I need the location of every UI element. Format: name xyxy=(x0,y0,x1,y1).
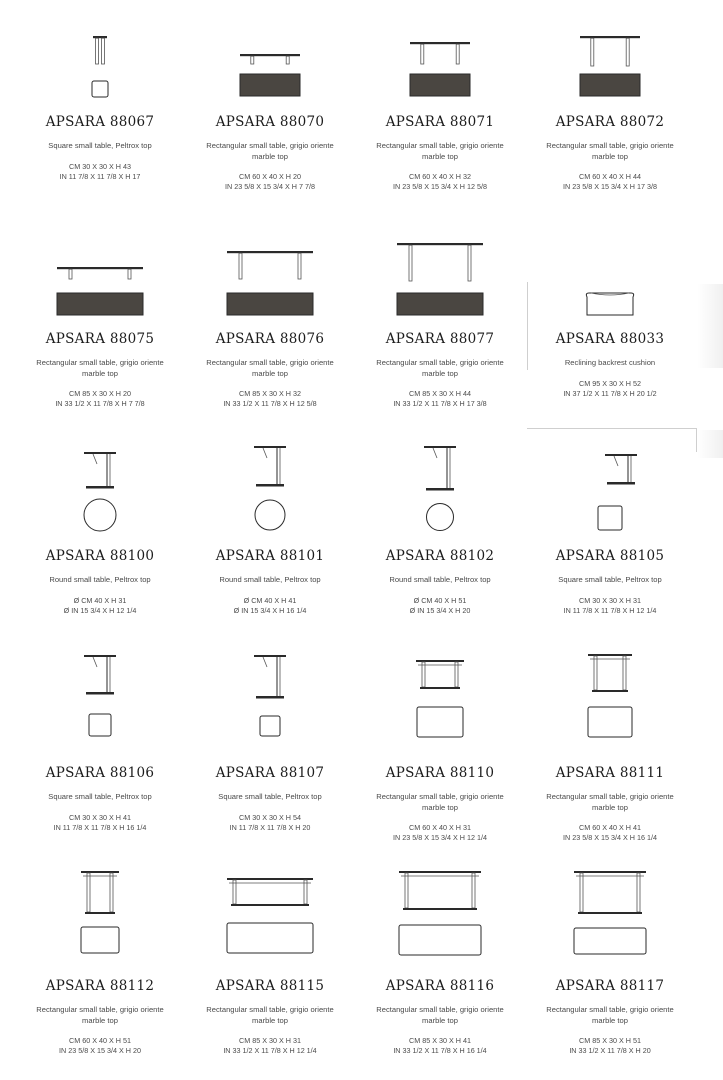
dimensions-inches: Ø IN 15 3/4 X H 16 1/4 xyxy=(233,605,307,615)
product-name: APSARA 88106 xyxy=(45,765,155,781)
product-card xyxy=(355,651,525,867)
table-leg xyxy=(472,873,475,908)
product-name: APSARA 88033 xyxy=(555,331,665,347)
product-description: Rectangular small table, grigio oriente marble top xyxy=(206,358,334,378)
product-description: Square small table, Peltrox top xyxy=(558,575,662,584)
product-card xyxy=(525,217,695,433)
table-leg xyxy=(251,56,254,64)
technical-drawing xyxy=(15,0,185,110)
technical-drawing xyxy=(355,864,525,974)
tabletop-plan xyxy=(81,927,119,953)
dimensions-cm: CM 60 X 40 X H 44 xyxy=(579,172,641,181)
support-bracket xyxy=(93,657,97,667)
dimensions-cm: CM 60 X 40 X H 31 xyxy=(409,823,471,832)
tabletop-plan xyxy=(57,293,143,315)
product-name: APSARA 88105 xyxy=(555,548,665,564)
product-row xyxy=(15,434,695,650)
frame-divider xyxy=(527,282,528,370)
table-leg xyxy=(626,38,629,66)
product-name: APSARA 88076 xyxy=(215,331,325,347)
tabletop-plan xyxy=(260,716,280,736)
tabletop-plan xyxy=(89,714,111,736)
product-description: Rectangular small table, grigio oriente marble top xyxy=(36,1005,164,1025)
table-leg xyxy=(591,38,594,66)
product-card xyxy=(15,434,185,650)
dimensions-inches: IN 33 1/2 X 11 7/8 X H 20 xyxy=(569,1046,651,1055)
tabletop-plan xyxy=(227,293,313,315)
product-card xyxy=(355,864,525,1080)
support-bracket xyxy=(263,657,267,667)
table-base xyxy=(86,486,114,489)
support-bracket xyxy=(614,456,618,466)
table-base xyxy=(607,482,635,485)
product-name: APSARA 88072 xyxy=(555,114,665,130)
tabletop-plan xyxy=(417,707,463,737)
dimensions-cm: CM 60 X 40 X H 32 xyxy=(409,172,471,181)
dimensions-inches: IN 23 5/8 X 15 3/4 X H 16 1/4 xyxy=(563,833,657,842)
product-name: APSARA 88075 xyxy=(45,331,155,347)
product-name: APSARA 88067 xyxy=(45,114,155,130)
table-base xyxy=(403,908,477,910)
tabletop-plan xyxy=(588,707,632,737)
tabletop-plan xyxy=(84,499,116,531)
page-edge-shadow xyxy=(697,284,723,368)
dimensions-inches: IN 33 1/2 X 11 7/8 X H 17 3/8 xyxy=(393,399,487,408)
tabletop-plan xyxy=(410,74,470,96)
tabletop-plan xyxy=(574,928,646,954)
dimensions-inches: IN 23 5/8 X 15 3/4 X H 7 7/8 xyxy=(225,182,315,191)
dimensions-cm: CM 95 X 30 X H 52 xyxy=(579,378,641,388)
table-leg xyxy=(409,245,412,281)
table-leg xyxy=(87,873,90,912)
page-edge-shadow xyxy=(697,430,723,458)
table-leg xyxy=(422,662,425,687)
table-base xyxy=(85,912,115,914)
dimensions-inches: IN 33 1/2 X 11 7/8 X H 12 1/4 xyxy=(223,1046,317,1055)
tabletop-plan xyxy=(427,504,454,531)
product-name: APSARA 88115 xyxy=(215,978,325,994)
technical-drawing xyxy=(525,651,695,761)
product-card xyxy=(525,651,695,867)
tabletop-plan xyxy=(598,506,622,530)
product-card xyxy=(355,0,525,216)
table-leg xyxy=(128,269,131,279)
tabletop-plan xyxy=(399,925,481,955)
technical-drawing xyxy=(355,0,525,110)
tabletop-plan xyxy=(227,923,313,953)
dimensions-inches: IN 23 5/8 X 15 3/4 X H 12 1/4 xyxy=(393,833,487,842)
table-leg xyxy=(110,873,113,912)
product-card xyxy=(525,0,695,216)
product-name: APSARA 88110 xyxy=(385,765,495,781)
product-card xyxy=(185,864,355,1080)
technical-drawing xyxy=(525,0,695,110)
tabletop-profile xyxy=(84,655,116,657)
dimensions-cm: CM 85 X 30 X H 41 xyxy=(409,1036,471,1045)
dimensions-cm: CM 85 X 30 X H 44 xyxy=(409,389,471,398)
tabletop-profile xyxy=(399,871,481,873)
product-card xyxy=(185,434,355,650)
table-leg xyxy=(101,38,104,64)
dimensions-inches: IN 23 5/8 X 15 3/4 X H 12 5/8 xyxy=(393,182,487,191)
table-leg xyxy=(304,880,307,904)
dimensions-cm: CM 30 X 30 X H 41 xyxy=(69,812,131,822)
tabletop-profile xyxy=(254,446,286,448)
product-description: Rectangular small table, grigio oriente marble top xyxy=(546,1005,674,1025)
product-description: Rectangular small table, grigio oriente marble top xyxy=(546,792,674,812)
technical-drawing xyxy=(15,651,185,761)
product-name: APSARA 88102 xyxy=(385,548,495,564)
tabletop-plan xyxy=(240,74,300,96)
product-card xyxy=(185,0,355,216)
table-leg xyxy=(96,38,99,64)
product-card xyxy=(15,864,185,1080)
product-description: Round small table, Peltrox top xyxy=(49,575,151,584)
product-description: Square small table, Peltrox top xyxy=(48,792,152,801)
dimensions-inches: IN 11 7/8 X 11 7/8 X H 20 xyxy=(229,822,311,832)
dimensions-inches: IN 33 1/2 X 11 7/8 X H 12 5/8 xyxy=(223,399,317,408)
tabletop-profile xyxy=(227,878,313,880)
technical-drawing xyxy=(185,864,355,974)
dimensions-inches: IN 11 7/8 X 11 7/8 X H 16 1/4 xyxy=(53,822,147,832)
table-base xyxy=(592,690,628,692)
technical-drawing xyxy=(15,217,185,327)
support-bracket xyxy=(433,448,437,458)
product-description: Rectangular small table, grigio oriente marble top xyxy=(206,141,334,161)
tabletop-plan xyxy=(92,81,108,97)
technical-drawing xyxy=(525,864,695,974)
dimensions-cm: CM 60 X 40 X H 41 xyxy=(579,823,641,832)
dimensions-cm: CM 60 X 40 X H 51 xyxy=(69,1036,131,1045)
table-leg xyxy=(421,44,424,64)
product-description: Square small table, Peltrox top xyxy=(48,141,152,150)
technical-drawing xyxy=(355,651,525,761)
product-card xyxy=(15,217,185,433)
product-description: Rectangular small table, grigio oriente marble top xyxy=(546,141,674,161)
tabletop-profile xyxy=(84,452,116,454)
table-base xyxy=(256,484,284,487)
table-leg xyxy=(594,656,597,690)
technical-drawing xyxy=(185,434,355,544)
support-bracket xyxy=(93,454,97,464)
dimensions-inches: IN 11 7/8 X 11 7/8 X H 12 1/4 xyxy=(563,605,657,615)
technical-drawing xyxy=(185,217,355,327)
table-leg xyxy=(468,245,471,281)
product-name: APSARA 88101 xyxy=(215,548,325,564)
product-row xyxy=(15,864,695,1080)
dimensions-cm: Ø CM 40 X H 51 xyxy=(413,595,467,605)
product-name: APSARA 88116 xyxy=(385,978,495,994)
technical-drawing xyxy=(355,434,525,544)
table-base xyxy=(578,912,642,914)
table-leg xyxy=(455,662,458,687)
table-leg xyxy=(69,269,72,279)
dimensions-cm: CM 30 X 30 X H 43 xyxy=(69,161,131,171)
product-name: APSARA 88111 xyxy=(555,765,665,781)
table-leg xyxy=(580,873,583,912)
product-card xyxy=(525,434,695,650)
dimensions-cm: CM 85 X 30 X H 31 xyxy=(239,1036,301,1045)
tabletop-profile xyxy=(240,54,300,56)
product-name: APSARA 88071 xyxy=(385,114,495,130)
table-base xyxy=(426,488,454,491)
product-description: Rectangular small table, grigio oriente marble top xyxy=(376,141,504,161)
tabletop-profile xyxy=(580,36,640,38)
product-description: Rectangular small table, grigio oriente marble top xyxy=(376,358,504,378)
product-card xyxy=(185,651,355,867)
technical-drawing xyxy=(185,651,355,761)
dimensions-inches: IN 37 1/2 X 11 7/8 X H 20 1/2 xyxy=(563,388,657,398)
product-card xyxy=(355,217,525,433)
product-card xyxy=(185,217,355,433)
product-card xyxy=(15,651,185,867)
table-base xyxy=(256,696,284,699)
technical-drawing xyxy=(525,434,695,544)
dimensions-cm: CM 30 X 30 X H 31 xyxy=(579,595,641,605)
product-description: Round small table, Peltrox top xyxy=(389,575,491,584)
frame-divider xyxy=(527,428,697,429)
product-name: APSARA 88070 xyxy=(215,114,325,130)
product-card xyxy=(355,434,525,650)
product-description: Rectangular small table, grigio oriente marble top xyxy=(206,1005,334,1025)
tabletop-profile xyxy=(574,871,646,873)
table-leg xyxy=(456,44,459,64)
dimensions-inches: Ø IN 15 3/4 X H 12 1/4 xyxy=(63,605,137,615)
product-description: Rectangular small table, grigio oriente marble top xyxy=(36,358,164,378)
table-base xyxy=(86,692,114,695)
table-leg xyxy=(405,873,408,908)
dimensions-inches: IN 23 5/8 X 15 3/4 X H 17 3/8 xyxy=(563,182,657,191)
tabletop-profile xyxy=(93,36,107,38)
technical-drawing xyxy=(15,864,185,974)
table-base xyxy=(420,687,460,689)
tabletop-profile xyxy=(410,42,470,44)
product-description: Reclining backrest cushion xyxy=(564,358,656,367)
tabletop-plan xyxy=(397,293,483,315)
technical-drawing xyxy=(185,0,355,110)
dimensions-cm: Ø CM 40 X H 41 xyxy=(243,595,297,605)
product-card xyxy=(525,864,695,1080)
product-description: Square small table, Peltrox top xyxy=(218,792,322,801)
support-bracket xyxy=(263,448,267,458)
technical-drawing xyxy=(525,217,695,327)
tabletop-plan xyxy=(580,74,640,96)
dimensions-inches: IN 33 1/2 X 11 7/8 X H 7 7/8 xyxy=(55,399,145,408)
table-leg xyxy=(239,253,242,279)
dimensions-cm: CM 85 X 30 X H 20 xyxy=(69,389,131,398)
technical-drawing xyxy=(355,217,525,327)
dimensions-inches: IN 11 7/8 X 11 7/8 X H 17 xyxy=(59,171,141,181)
dimensions-inches: Ø IN 15 3/4 X H 20 xyxy=(409,605,471,615)
tabletop-profile xyxy=(424,446,456,448)
product-description: Rectangular small table, grigio oriente marble top xyxy=(376,1005,504,1025)
table-base xyxy=(231,904,309,906)
cushion-outline xyxy=(586,293,633,315)
product-description: Round small table, Peltrox top xyxy=(219,575,321,584)
tabletop-profile xyxy=(605,454,637,456)
dimensions-cm: CM 60 X 40 X H 20 xyxy=(239,172,301,181)
table-leg xyxy=(286,56,289,64)
dimensions-cm: CM 30 X 30 X H 54 xyxy=(239,812,301,822)
product-name: APSARA 88112 xyxy=(45,978,155,994)
table-leg xyxy=(233,880,236,904)
dimensions-cm: CM 85 X 30 X H 32 xyxy=(239,389,301,398)
product-description: Rectangular small table, grigio oriente marble top xyxy=(376,792,504,812)
product-row xyxy=(15,217,695,433)
technical-drawing xyxy=(15,434,185,544)
product-name: APSARA 88077 xyxy=(385,331,495,347)
product-row xyxy=(15,0,695,216)
product-name: APSARA 88100 xyxy=(45,548,155,564)
product-row xyxy=(15,651,695,867)
product-card xyxy=(15,0,185,216)
product-name: APSARA 88107 xyxy=(215,765,325,781)
dimensions-cm: Ø CM 40 X H 31 xyxy=(73,595,127,605)
product-name: APSARA 88117 xyxy=(555,978,665,994)
dimensions-inches: IN 33 1/2 X 11 7/8 X H 16 1/4 xyxy=(393,1046,487,1055)
tabletop-profile xyxy=(254,655,286,657)
tabletop-plan xyxy=(255,500,285,530)
dimensions-cm: CM 85 X 30 X H 51 xyxy=(579,1036,641,1045)
table-leg xyxy=(623,656,626,690)
table-leg xyxy=(298,253,301,279)
table-leg xyxy=(637,873,640,912)
dimensions-inches: IN 23 5/8 X 15 3/4 X H 20 xyxy=(59,1046,141,1055)
